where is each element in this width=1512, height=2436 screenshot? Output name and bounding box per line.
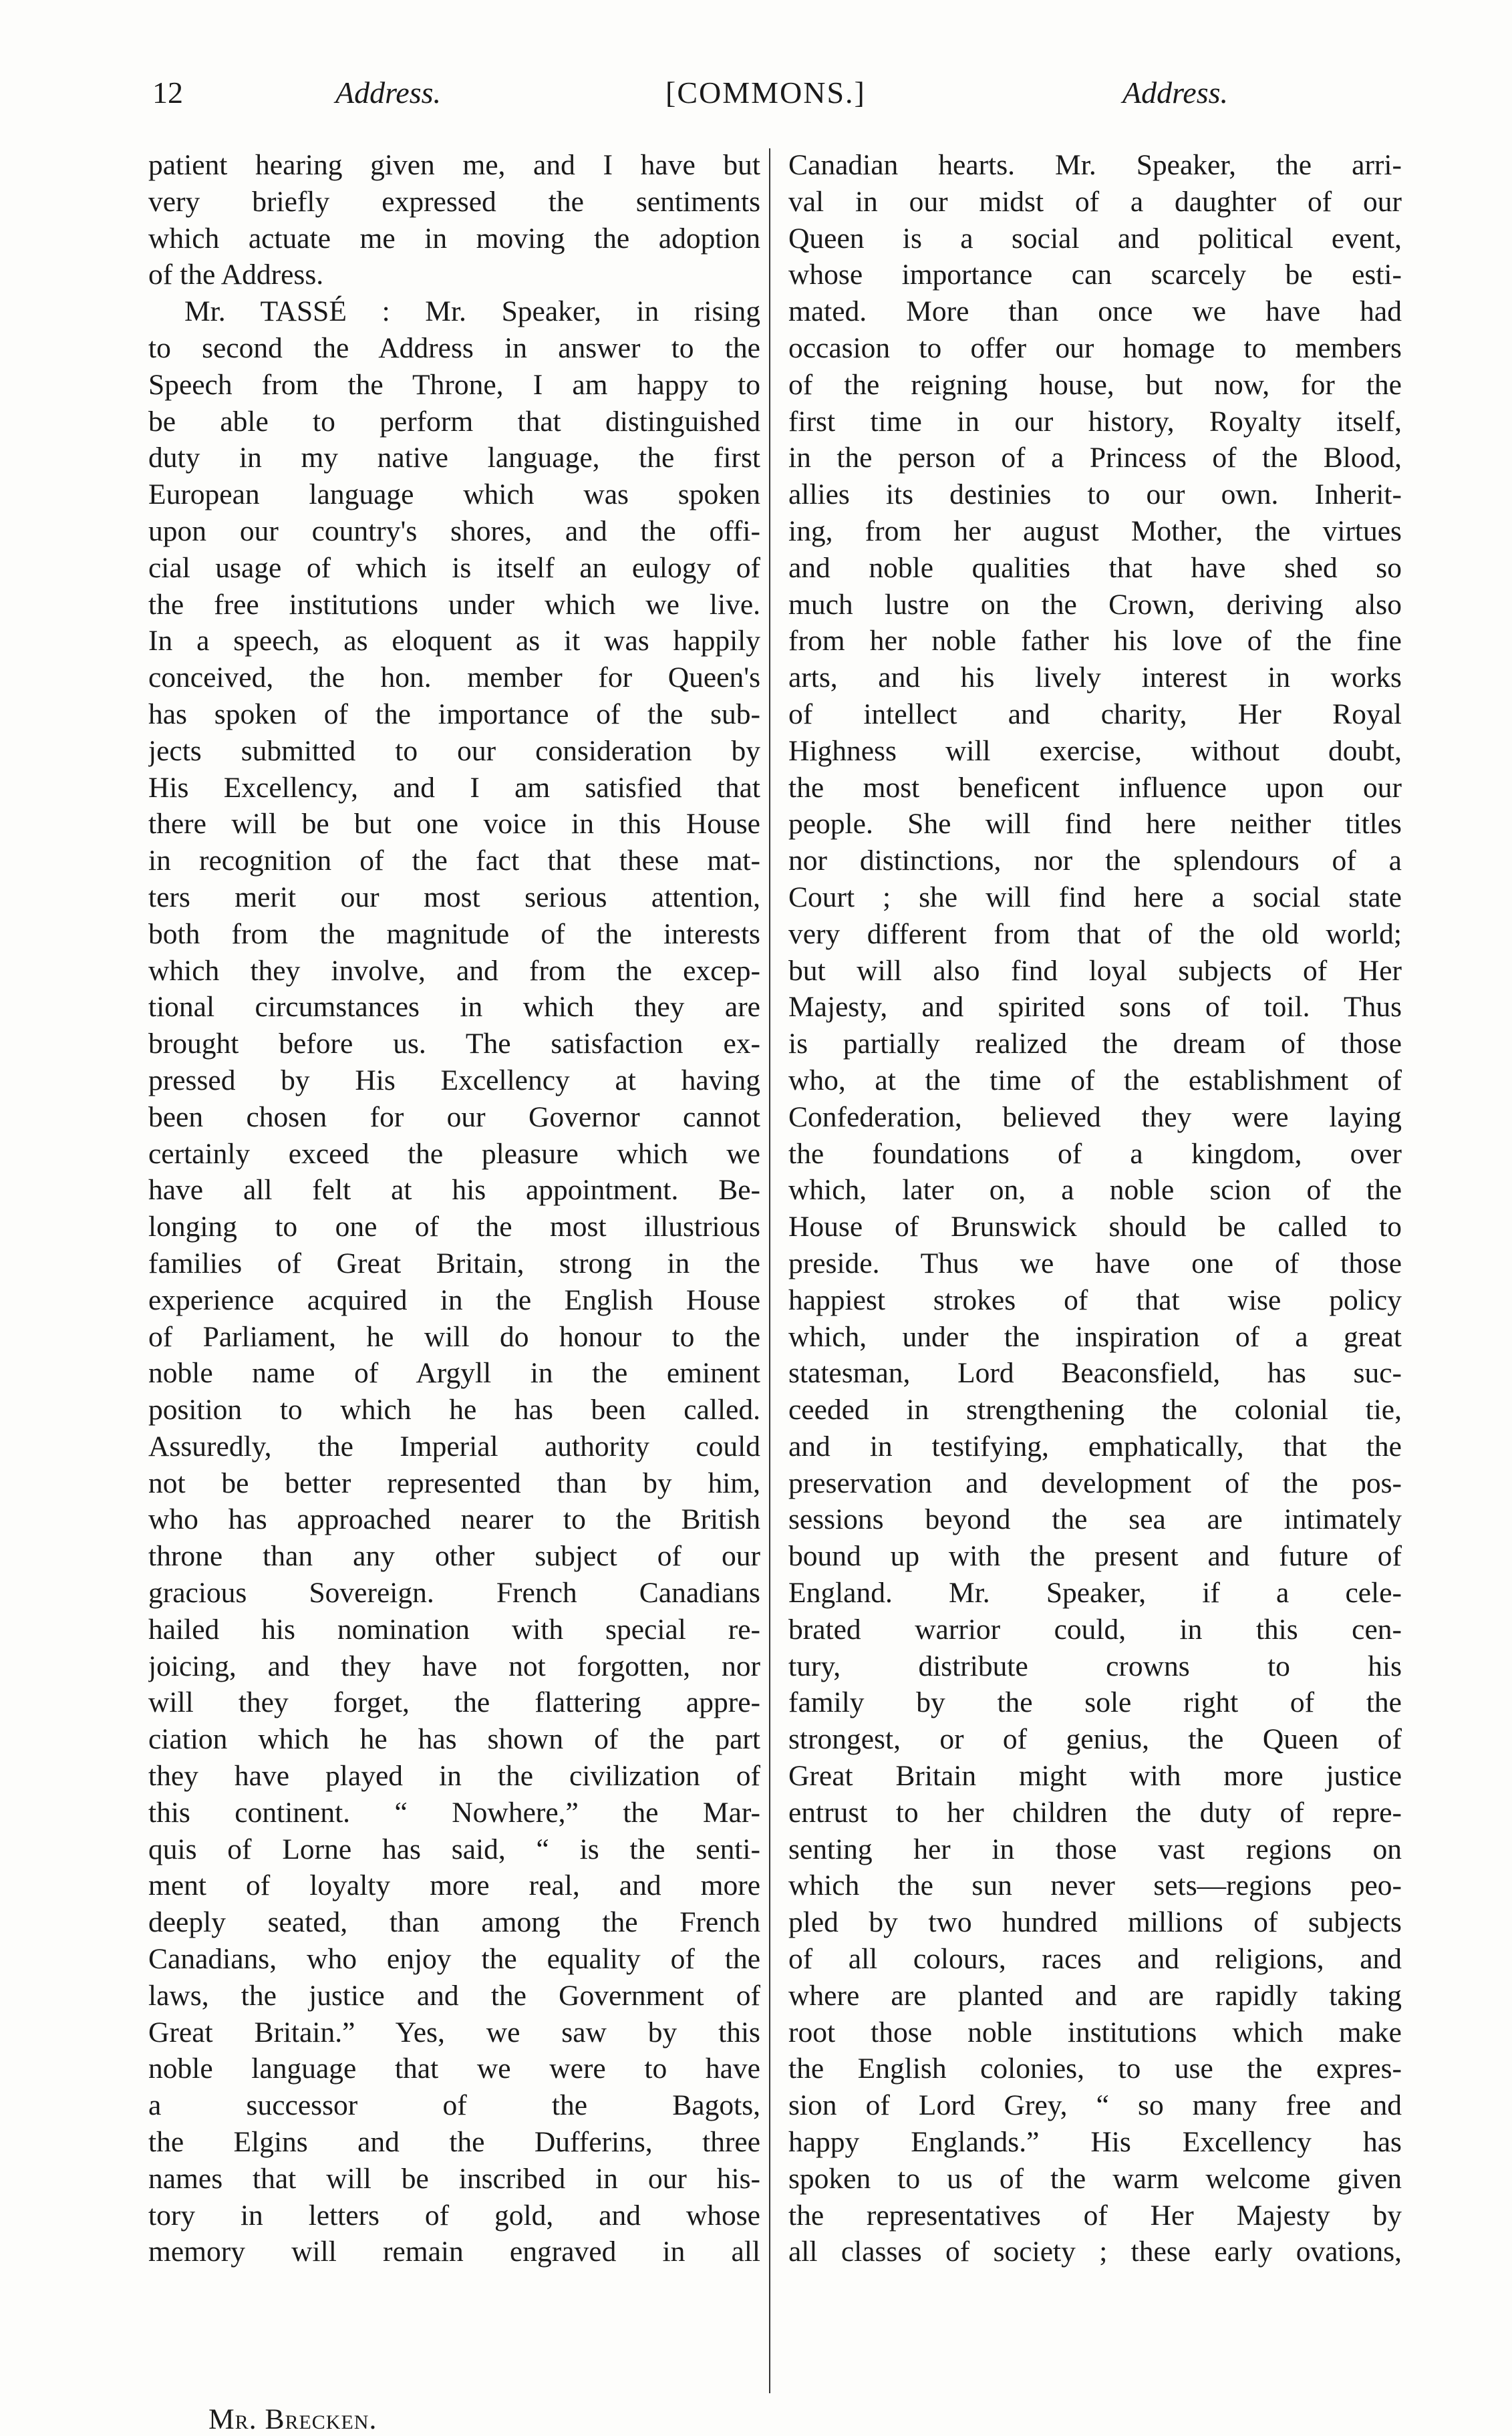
- text-line: upon our country's shores, and the offi-: [148, 514, 760, 547]
- text-line: who has approached nearer to the British: [148, 1503, 760, 1536]
- text-line: which, under the inspiration of a great: [788, 1320, 1402, 1353]
- text-line: gracious Sovereign. French Canadians: [148, 1577, 760, 1610]
- text-line: pled by two hundred millions of subjects: [788, 1906, 1402, 1939]
- text-line: ing, from her august Mother, the virtues: [788, 514, 1402, 547]
- text-line: throne than any other subject of our: [148, 1540, 760, 1573]
- text-line: longing to one of the most illustrious: [148, 1211, 760, 1243]
- text-line: val in our midst of a daughter of our: [788, 185, 1402, 218]
- text-line: entrust to her children the duty of repre-: [788, 1796, 1402, 1829]
- text-line: will they forget, the flattering appre-: [148, 1686, 760, 1719]
- text-line: of all colours, races and religions, and: [788, 1943, 1402, 1976]
- text-line: this continent. “ Nowhere,” the Mar-: [148, 1796, 760, 1829]
- text-line: brought before us. The satisfaction ex-: [148, 1028, 760, 1060]
- text-line: memory will remain engraved in all: [148, 2236, 760, 2268]
- text-line: experience acquired in the English House: [148, 1283, 760, 1316]
- left-column: [148, 147, 760, 2270]
- text-line: where are planted and are rapidly taking: [788, 1979, 1402, 2012]
- text-line: Mr. TASSÉ : Mr. Speaker, in rising: [184, 295, 760, 328]
- text-line: allies its destinies to our own. Inherit-: [788, 478, 1402, 511]
- text-line: the free institutions under which we live.: [148, 588, 760, 621]
- text-line: spoken to us of the warm welcome given: [788, 2162, 1402, 2195]
- text-line: and noble qualities that have shed so: [788, 551, 1402, 584]
- text-line: duty in my native language, the first: [148, 442, 760, 474]
- text-line: senting her in those vast regions on: [788, 1833, 1402, 1865]
- text-line: first time in our history, Royalty itself,: [788, 405, 1402, 438]
- text-line: happiest strokes of that wise policy: [788, 1283, 1402, 1316]
- text-line: ters merit our most serious attention,: [148, 881, 760, 913]
- text-line: noble language that we were to have: [148, 2052, 760, 2085]
- text-line: preside. Thus we have one of those: [788, 1247, 1402, 1279]
- text-line: whose importance can scarcely be esti-: [788, 259, 1402, 291]
- text-line: families of Great Britain, strong in the: [148, 1247, 760, 1279]
- text-line: Canadians, who enjoy the equality of the: [148, 1943, 760, 1976]
- text-line: the foundations of a kingdom, over: [788, 1137, 1402, 1170]
- text-line: House of Brunswick should be called to: [788, 1211, 1402, 1243]
- text-line: they have played in the civilization of: [148, 1760, 760, 1793]
- text-line: much lustre on the Crown, deriving also: [788, 588, 1402, 621]
- text-line: mated. More than once we have had: [788, 295, 1402, 328]
- running-header: [152, 75, 1228, 122]
- text-line: joicing, and they have not forgotten, nor: [148, 1650, 760, 1682]
- text-line: been chosen for our Governor cannot: [148, 1100, 760, 1133]
- text-line: Court ; she will find here a social state: [788, 881, 1402, 913]
- text-line: laws, the justice and the Government of: [148, 1979, 760, 2012]
- page-number: 12: [152, 75, 183, 110]
- text-line: Great Britain might with more justice: [788, 1760, 1402, 1793]
- text-line: family by the sole right of the: [788, 1686, 1402, 1719]
- text-line: which the sun never sets—regions peo-: [788, 1869, 1402, 1902]
- text-line: European language which was spoken: [148, 478, 760, 511]
- text-line: position to which he has been called.: [148, 1394, 760, 1426]
- text-line: sessions beyond the sea are intimately: [788, 1503, 1402, 1536]
- right-column: [788, 147, 1402, 2270]
- text-line: deeply seated, than among the French: [148, 1906, 760, 1939]
- text-line: arts, and his lively interest in works: [788, 661, 1402, 694]
- text-line: in recognition of the fact that these mat-: [148, 845, 760, 877]
- text-line: the English colonies, to use the expres-: [788, 2052, 1402, 2085]
- text-line: from her noble father his love of the fine: [788, 625, 1402, 657]
- text-line: of the reigning house, but now, for the: [788, 368, 1402, 401]
- text-line: happy Englands.” His Excellency has: [788, 2126, 1402, 2159]
- text-line: who, at the time of the establishment of: [788, 1064, 1402, 1096]
- header-center-title: [COMMONS.]: [665, 75, 866, 110]
- catchword: Mr. Brecken.: [208, 2403, 377, 2435]
- text-line: England. Mr. Speaker, if a cele-: [788, 1577, 1402, 1610]
- header-left-title: Address.: [335, 75, 442, 110]
- text-line: and in testifying, emphatically, that the: [788, 1430, 1402, 1463]
- text-line: In a speech, as eloquent as it was happily: [148, 625, 760, 657]
- header-right-title: Address.: [1122, 75, 1228, 110]
- text-line: statesman, Lord Beaconsfield, has suc-: [788, 1357, 1402, 1390]
- text-line: in the person of a Princess of the Blood,: [788, 442, 1402, 474]
- text-line: Assuredly, the Imperial authority could: [148, 1430, 760, 1463]
- text-line: ciation which he has shown of the part: [148, 1723, 760, 1756]
- text-line: names that will be inscribed in our his-: [148, 2162, 760, 2195]
- text-line: tury, distribute crowns to his: [788, 1650, 1402, 1682]
- text-line: brated warrior could, in this cen-: [788, 1613, 1402, 1646]
- text-line: both from the magnitude of the interests: [148, 917, 760, 950]
- text-line: of the Address.: [148, 259, 324, 291]
- text-line: jects submitted to our consideration by: [148, 734, 760, 767]
- text-line: not be better represented than by him,: [148, 1467, 760, 1499]
- text-line: a successor of the Bagots,: [148, 2089, 760, 2122]
- text-line: Canadian hearts. Mr. Speaker, the arri-: [788, 149, 1402, 181]
- text-line: Majesty, and spirited sons of toil. Thus: [788, 991, 1402, 1024]
- text-line: Great Britain.” Yes, we saw by this: [148, 2016, 760, 2048]
- text-line: of Parliament, he will do honour to the: [148, 1320, 760, 1353]
- text-line: cial usage of which is itself an eulogy of: [148, 551, 760, 584]
- text-line: is partially realized the dream of those: [788, 1028, 1402, 1060]
- text-line: tional circumstances in which they are: [148, 991, 760, 1024]
- text-line: quis of Lorne has said, “ is the senti-: [148, 1833, 760, 1865]
- text-line: the representatives of Her Majesty by: [788, 2199, 1402, 2232]
- text-line: people. She will find here neither titles: [788, 808, 1402, 841]
- text-line: His Excellency, and I am satisfied that: [148, 771, 760, 804]
- text-line: which they involve, and from the excep-: [148, 954, 760, 987]
- text-line: there will be but one voice in this House: [148, 808, 760, 841]
- column-divider: [769, 148, 770, 2393]
- text-line: certainly exceed the pleasure which we: [148, 1137, 760, 1170]
- text-line: Queen is a social and political event,: [788, 222, 1402, 255]
- text-line: the Elgins and the Dufferins, three: [148, 2126, 760, 2159]
- text-line: nor distinctions, nor the splendours of a: [788, 845, 1402, 877]
- text-line: noble name of Argyll in the eminent: [148, 1357, 760, 1390]
- text-line: all classes of society ; these early ovations,: [788, 2236, 1402, 2268]
- text-line: hailed his nomination with special re-: [148, 1613, 760, 1646]
- text-line: very briefly expressed the sentiments: [148, 185, 760, 218]
- text-line: Confederation, believed they were laying: [788, 1100, 1402, 1133]
- text-line: tory in letters of gold, and whose: [148, 2199, 760, 2232]
- text-line: which, later on, a noble scion of the: [788, 1174, 1402, 1207]
- text-line: pressed by His Excellency at having: [148, 1064, 760, 1096]
- text-line: ceeded in strengthening the colonial tie,: [788, 1394, 1402, 1426]
- text-line: root those noble institutions which make: [788, 2016, 1402, 2048]
- text-line: Highness will exercise, without doubt,: [788, 734, 1402, 767]
- text-line: conceived, the hon. member for Queen's: [148, 661, 760, 694]
- text-line: ment of loyalty more real, and more: [148, 1869, 760, 1902]
- text-line: but will also find loyal subjects of Her: [788, 954, 1402, 987]
- text-line: Speech from the Throne, I am happy to: [148, 368, 760, 401]
- text-line: has spoken of the importance of the sub-: [148, 698, 760, 730]
- text-line: to second the Address in answer to the: [148, 331, 760, 364]
- text-line: which actuate me in moving the adoption: [148, 222, 760, 255]
- text-line: occasion to offer our homage to members: [788, 331, 1402, 364]
- text-line: be able to perform that distinguished: [148, 405, 760, 438]
- text-line: the most beneficent influence upon our: [788, 771, 1402, 804]
- text-line: sion of Lord Grey, “ so many free and: [788, 2089, 1402, 2122]
- text-line: very different from that of the old world;: [788, 917, 1402, 950]
- text-line: strongest, or of genius, the Queen of: [788, 1723, 1402, 1756]
- text-line: patient hearing given me, and I have but: [148, 149, 760, 181]
- text-line: bound up with the present and future of: [788, 1540, 1402, 1573]
- text-line: preservation and development of the pos-: [788, 1467, 1402, 1499]
- text-line: of intellect and charity, Her Royal: [788, 698, 1402, 730]
- text-line: have all felt at his appointment. Be-: [148, 1174, 760, 1207]
